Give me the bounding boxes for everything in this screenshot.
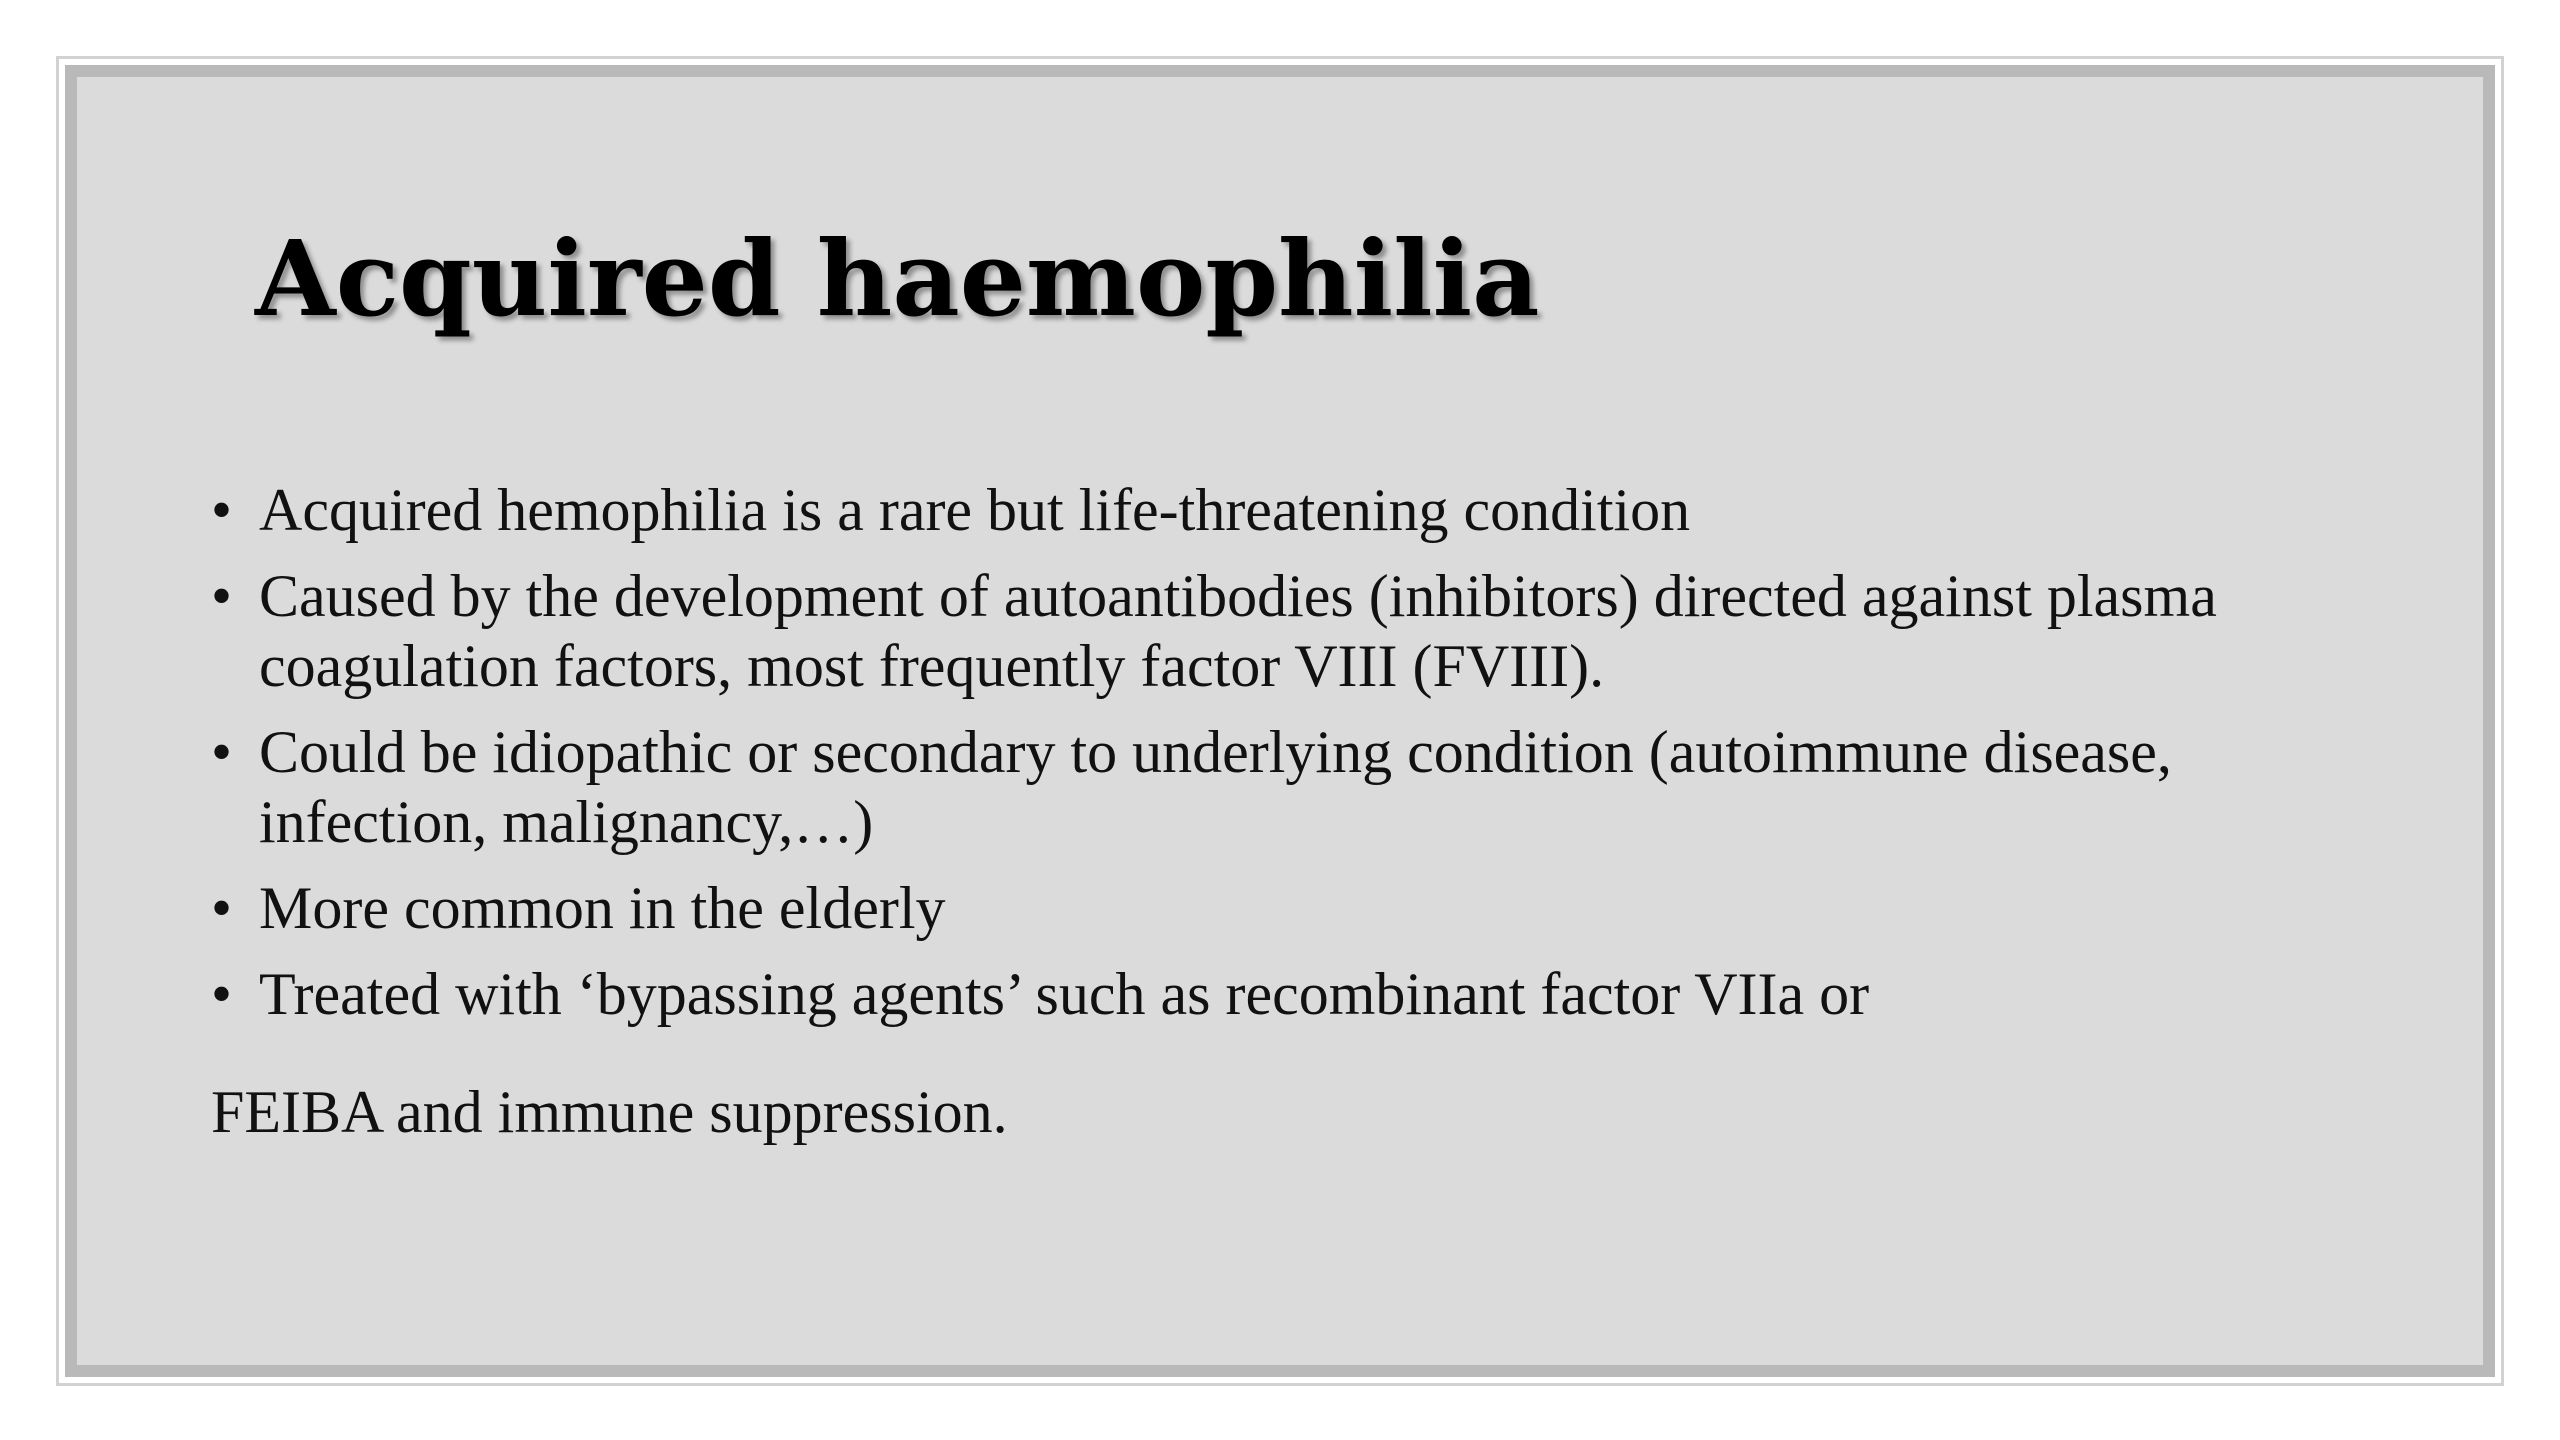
list-item (211, 475, 2391, 545)
bullet-text: Caused by the development of autoantibodies (inhibitors) directed against plasma coagulation factors, most frequently factor VIII (FVIII). (259, 563, 2217, 699)
bullet-icon: • (211, 961, 233, 1027)
bullet-text: Could be idiopathic or secondary to underlying condition (autoimmune disease, infection, malignancy,…) (259, 719, 2172, 855)
bullet-text: Acquired hemophilia is a rare but life-threatening condition (259, 477, 1691, 543)
list-item (211, 959, 2391, 1029)
bullet-text: More common in the elderly (259, 875, 946, 941)
list-item (211, 717, 2391, 857)
list-item (211, 561, 2391, 701)
bullet-icon: • (211, 719, 233, 785)
bullet-icon: • (211, 875, 233, 941)
bullet-icon: • (211, 477, 233, 543)
slide-frame (65, 65, 2495, 1377)
slide-title: Acquired haemophilia (255, 217, 1540, 340)
bullet-icon: • (211, 563, 233, 629)
bullet-list (211, 475, 2391, 1045)
list-item (211, 873, 2391, 943)
bullet-text: Treated with ‘bypassing agents’ such as recombinant factor VIIa or (259, 961, 1870, 1027)
continuation-text: FEIBA and immune suppression. (211, 1079, 1008, 1145)
slide (56, 56, 2504, 1386)
